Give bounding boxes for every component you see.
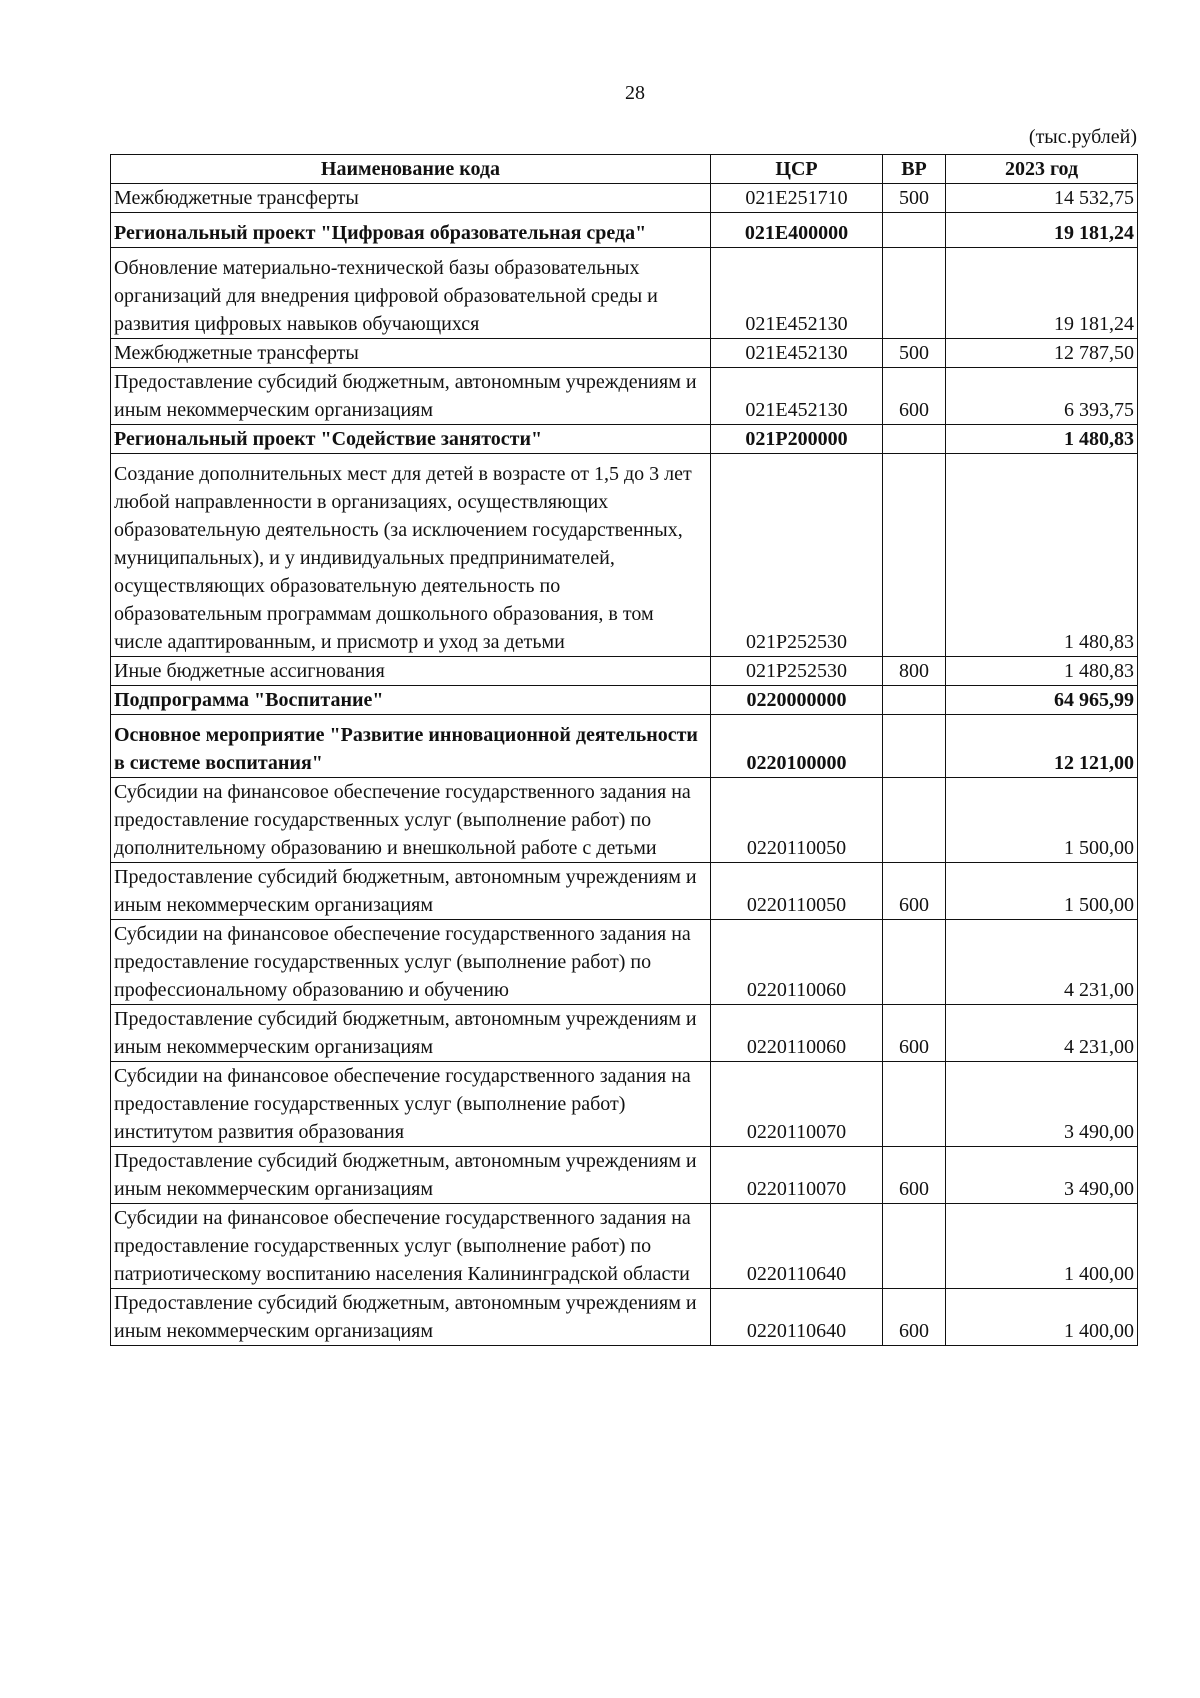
row-sum-cell: 64 965,99 xyxy=(946,686,1138,715)
row-csr-cell: 021P252530 xyxy=(711,657,883,686)
table-row xyxy=(111,184,1138,213)
row-vr-cell xyxy=(883,715,946,778)
row-csr-cell: 0220110640 xyxy=(711,1204,883,1289)
row-name-cell: Предоставление субсидий бюджетным, автономным учреждениям и иным некоммерческим организациям xyxy=(111,368,711,425)
row-vr-cell: 600 xyxy=(883,368,946,425)
table-row xyxy=(111,863,1138,920)
table-row xyxy=(111,920,1138,1005)
row-vr-cell xyxy=(883,1062,946,1147)
row-vr-cell xyxy=(883,248,946,339)
row-name-cell: Региональный проект "Цифровая образовательная среда" xyxy=(111,213,711,248)
row-csr-cell: 0220110640 xyxy=(711,1289,883,1346)
page-number: 28 xyxy=(625,82,645,104)
row-vr-cell: 500 xyxy=(883,184,946,213)
row-csr-cell: 021E251710 xyxy=(711,184,883,213)
row-sum-cell: 14 532,75 xyxy=(946,184,1138,213)
row-vr-cell: 600 xyxy=(883,1005,946,1062)
table-row xyxy=(111,425,1138,454)
table-row xyxy=(111,339,1138,368)
row-vr-cell: 600 xyxy=(883,1289,946,1346)
row-sum-cell: 1 500,00 xyxy=(946,778,1138,863)
row-name-cell: Субсидии на финансовое обеспечение государственного задания на предоставление государственных услуг (выполнение работ) по патриотическому воспитанию населения Калининградской области xyxy=(111,1204,711,1289)
row-sum-cell: 4 231,00 xyxy=(946,1005,1138,1062)
row-csr-cell: 021E452130 xyxy=(711,368,883,425)
row-vr-cell: 600 xyxy=(883,863,946,920)
header-csr: ЦСР xyxy=(711,155,883,184)
table-header-row xyxy=(111,155,1138,184)
row-name-cell: Субсидии на финансовое обеспечение государственного задания на предоставление государственных услуг (выполнение работ) институтом развития образования xyxy=(111,1062,711,1147)
header-vr: ВР xyxy=(883,155,946,184)
unit-note: (тыс.рублей) xyxy=(1028,126,1137,148)
row-vr-cell xyxy=(883,778,946,863)
table-row xyxy=(111,248,1138,339)
row-csr-cell: 021P200000 xyxy=(711,425,883,454)
row-sum-cell: 1 480,83 xyxy=(946,454,1138,657)
row-vr-cell xyxy=(883,686,946,715)
row-name-cell: Предоставление субсидий бюджетным, автономным учреждениям и иным некоммерческим организациям xyxy=(111,1289,711,1346)
row-name-cell: Иные бюджетные ассигнования xyxy=(111,657,711,686)
row-csr-cell: 0220100000 xyxy=(711,715,883,778)
row-sum-cell: 19 181,24 xyxy=(946,248,1138,339)
row-name-cell: Субсидии на финансовое обеспечение государственного задания на предоставление государственных услуг (выполнение работ) по дополнительному образованию и внешкольной работе с детьми xyxy=(111,778,711,863)
table-row xyxy=(111,454,1138,657)
row-csr-cell: 021E400000 xyxy=(711,213,883,248)
row-vr-cell xyxy=(883,425,946,454)
row-name-cell: Субсидии на финансовое обеспечение государственного задания на предоставление государственных услуг (выполнение работ) по профессиональному образованию и обучению xyxy=(111,920,711,1005)
row-name-cell: Создание дополнительных мест для детей в возрасте от 1,5 до 3 лет любой направленности в организациях, осуществляющих образовательную деятельность (за исключением государственных, муниципальных), и у индивидуальных предпринимателей, осуществляющих образовательную деятельность по образовательным программам дошкольного образования, в том числе адаптированным, и присмотр и уход за детьми xyxy=(111,454,711,657)
row-csr-cell: 021E452130 xyxy=(711,248,883,339)
row-name-cell: Межбюджетные трансферты xyxy=(111,184,711,213)
row-sum-cell: 4 231,00 xyxy=(946,920,1138,1005)
row-name-cell: Обновление материально-технической базы образовательных организаций для внедрения цифровой образовательной среды и развития цифровых навыков обучающихся xyxy=(111,248,711,339)
table-row xyxy=(111,1062,1138,1147)
table-row xyxy=(111,715,1138,778)
row-csr-cell: 021P252530 xyxy=(711,454,883,657)
row-sum-cell: 3 490,00 xyxy=(946,1147,1138,1204)
header-sum: 2023 год xyxy=(946,155,1138,184)
row-vr-cell xyxy=(883,920,946,1005)
row-name-cell: Предоставление субсидий бюджетным, автономным учреждениям и иным некоммерческим организациям xyxy=(111,863,711,920)
row-vr-cell xyxy=(883,454,946,657)
budget-table xyxy=(110,154,1138,1346)
table-row xyxy=(111,657,1138,686)
row-sum-cell: 1 480,83 xyxy=(946,657,1138,686)
row-sum-cell: 6 393,75 xyxy=(946,368,1138,425)
row-name-cell: Предоставление субсидий бюджетным, автономным учреждениям и иным некоммерческим организациям xyxy=(111,1147,711,1204)
table-row xyxy=(111,778,1138,863)
row-csr-cell: 0220110070 xyxy=(711,1062,883,1147)
row-name-cell: Предоставление субсидий бюджетным, автономным учреждениям и иным некоммерческим организациям xyxy=(111,1005,711,1062)
table-row xyxy=(111,1289,1138,1346)
row-sum-cell: 1 500,00 xyxy=(946,863,1138,920)
row-vr-cell: 800 xyxy=(883,657,946,686)
row-csr-cell: 0220110050 xyxy=(711,778,883,863)
row-sum-cell: 12 121,00 xyxy=(946,715,1138,778)
table-row xyxy=(111,1147,1138,1204)
row-sum-cell: 3 490,00 xyxy=(946,1062,1138,1147)
row-csr-cell: 0220110060 xyxy=(711,920,883,1005)
row-vr-cell: 500 xyxy=(883,339,946,368)
row-name-cell: Региональный проект "Содействие занятости" xyxy=(111,425,711,454)
table-row xyxy=(111,1005,1138,1062)
row-name-cell: Основное мероприятие "Развитие инновационной деятельности в системе воспитания" xyxy=(111,715,711,778)
row-name-cell: Межбюджетные трансферты xyxy=(111,339,711,368)
row-sum-cell: 1 400,00 xyxy=(946,1204,1138,1289)
table-row xyxy=(111,213,1138,248)
row-csr-cell: 0220110060 xyxy=(711,1005,883,1062)
table-body xyxy=(111,184,1138,1346)
table-row xyxy=(111,368,1138,425)
row-csr-cell: 0220110070 xyxy=(711,1147,883,1204)
row-vr-cell xyxy=(883,1204,946,1289)
row-csr-cell: 0220000000 xyxy=(711,686,883,715)
header-name: Наименование кода xyxy=(111,155,711,184)
row-vr-cell: 600 xyxy=(883,1147,946,1204)
table-row xyxy=(111,1204,1138,1289)
row-sum-cell: 19 181,24 xyxy=(946,213,1138,248)
row-csr-cell: 021E452130 xyxy=(711,339,883,368)
row-sum-cell: 12 787,50 xyxy=(946,339,1138,368)
row-sum-cell: 1 480,83 xyxy=(946,425,1138,454)
row-csr-cell: 0220110050 xyxy=(711,863,883,920)
table-row xyxy=(111,686,1138,715)
row-sum-cell: 1 400,00 xyxy=(946,1289,1138,1346)
row-name-cell: Подпрограмма "Воспитание" xyxy=(111,686,711,715)
row-vr-cell xyxy=(883,213,946,248)
